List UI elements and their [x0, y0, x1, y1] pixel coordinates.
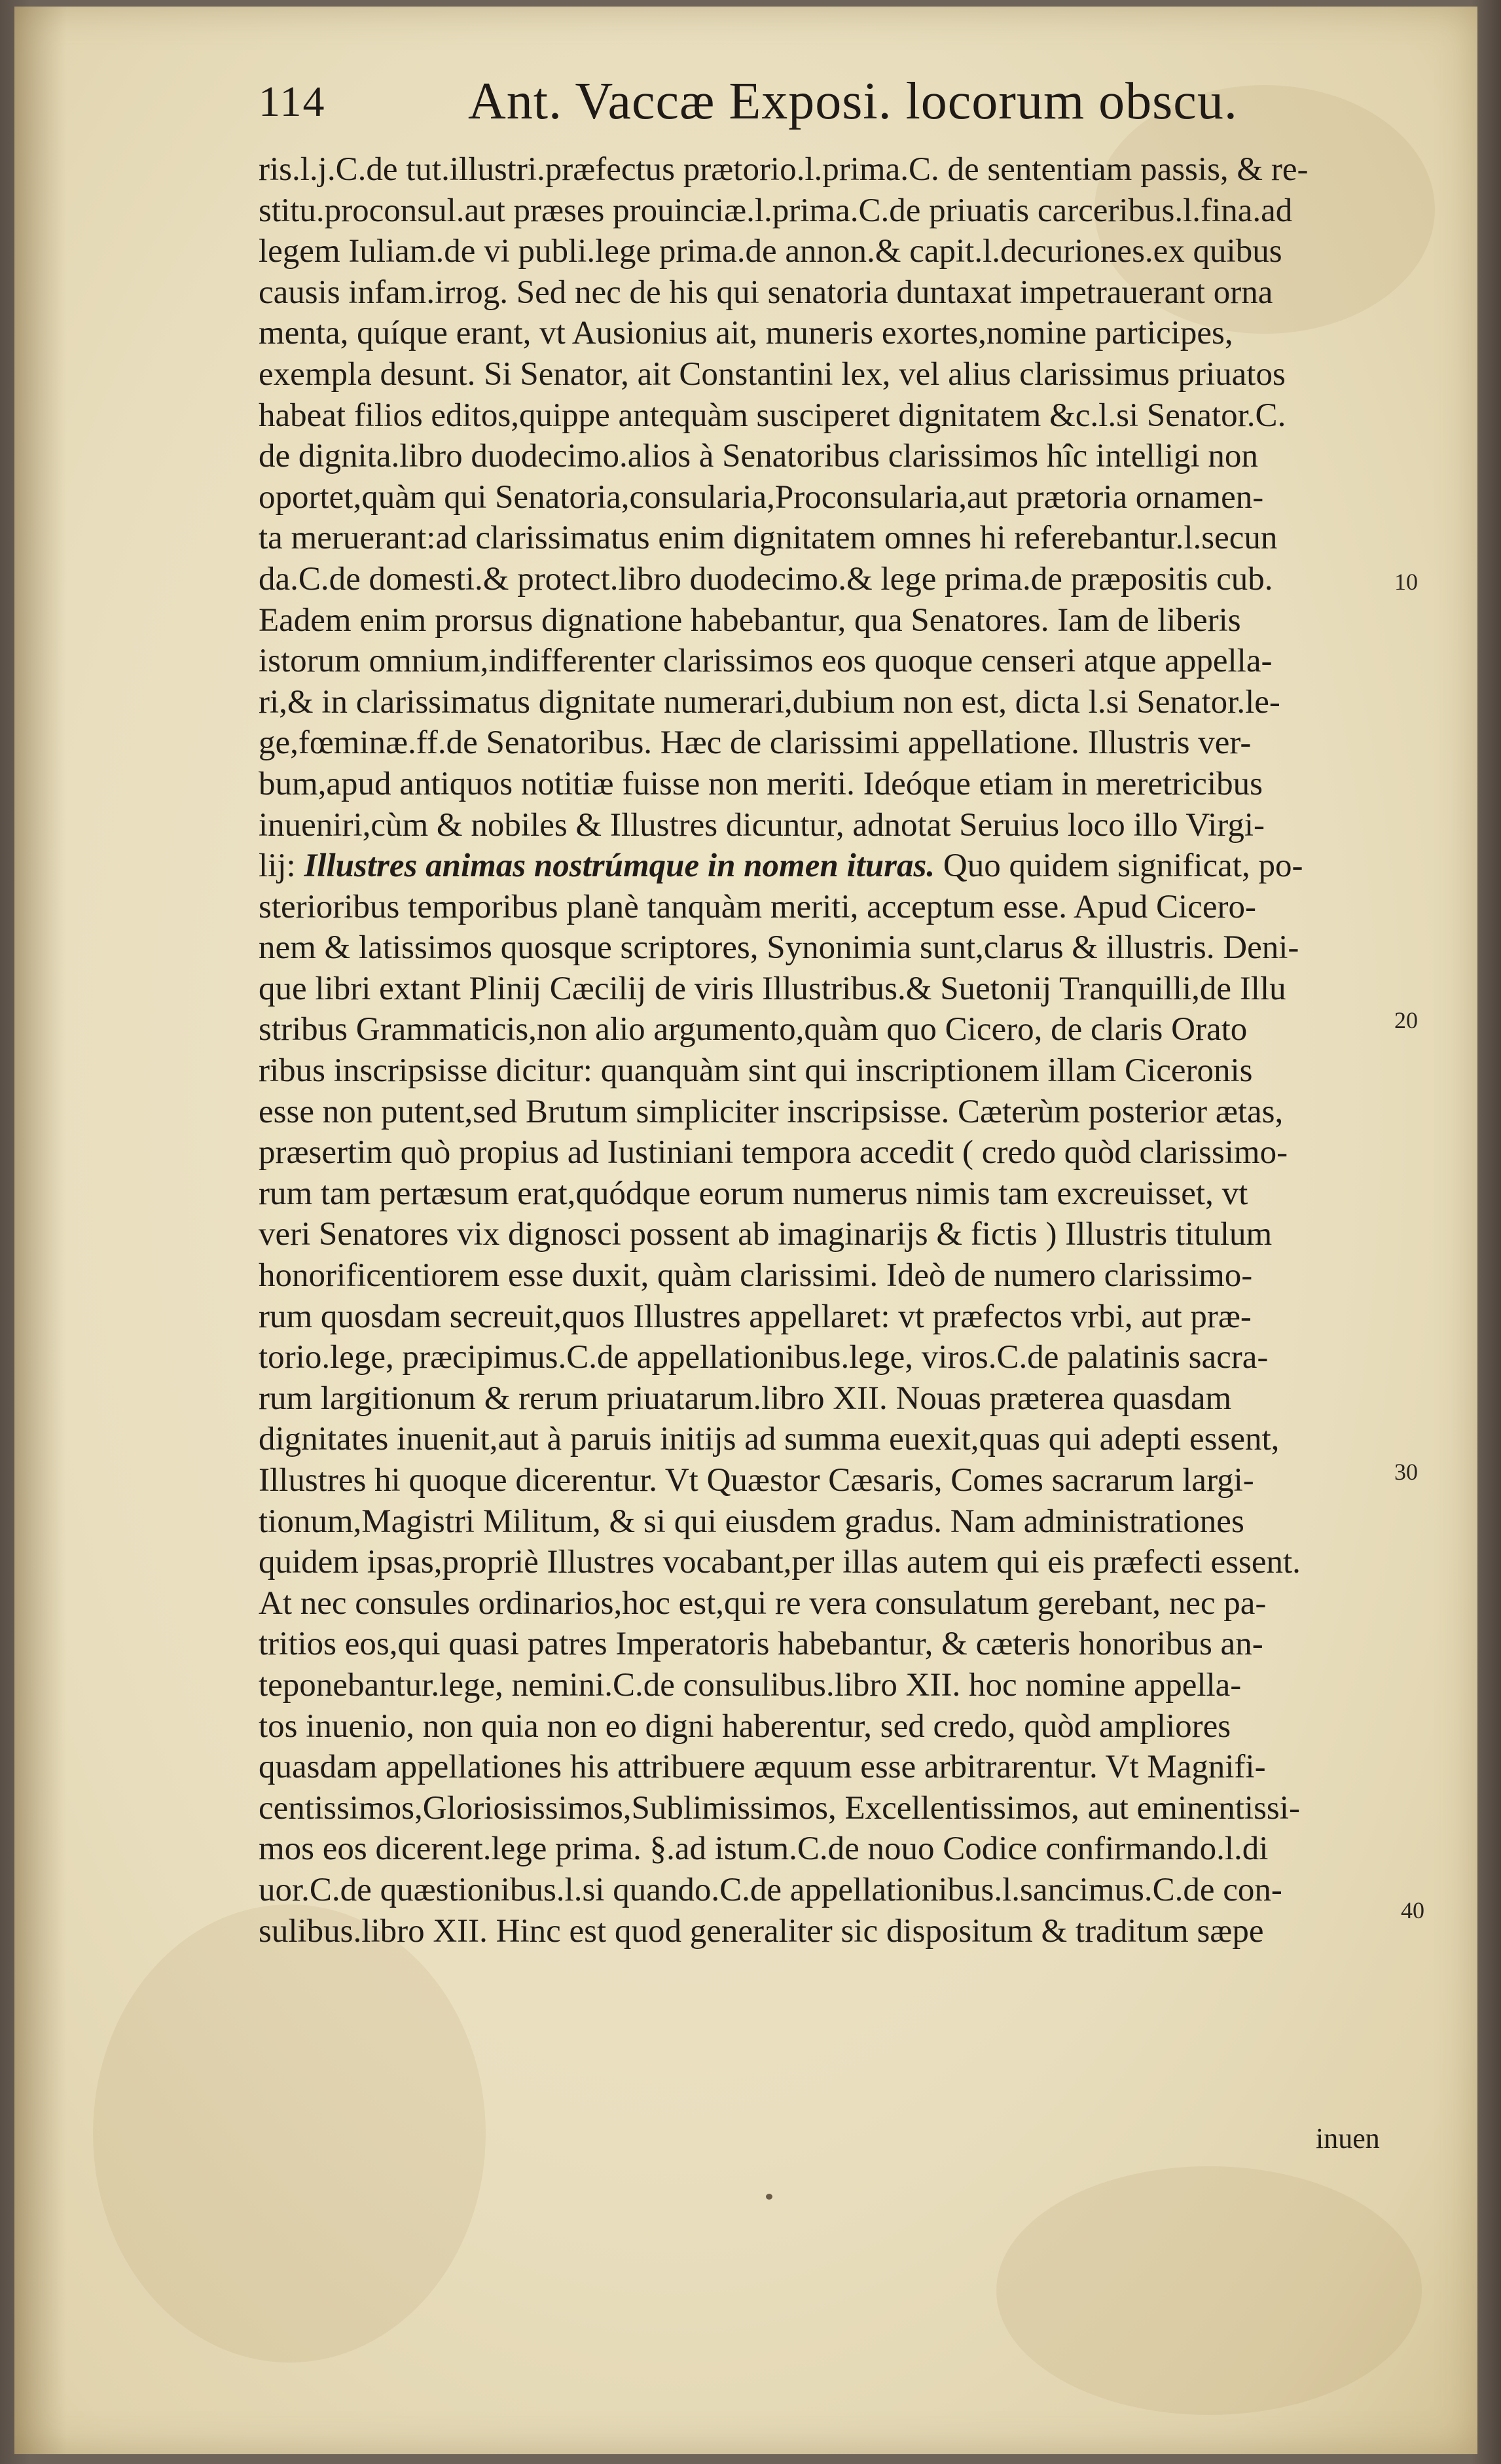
text-line: nem & latissimos quosque scriptores, Synonimia sunt,clarus & illustris. Deni-	[259, 929, 1299, 967]
text-line: veri Senatores vix dignosci possent ab imaginarijs & fictis ) Illustris titulum	[259, 1216, 1273, 1253]
text-line: sulibus.libro XII. Hinc est quod generaliter sic dispositum & traditum sæpe	[259, 1912, 1264, 1950]
line-text: Quo quidem significat, po-	[935, 848, 1303, 885]
text-line: que libri extant Plinij Cæcilij de viris Illustribus.& Suetonij Tranquilli,de Illu	[259, 970, 1286, 1007]
text-line: ta meruerant:ad clarissimatus enim dignitatem omnes hi referebantur.l.secun	[259, 520, 1278, 557]
text-line: At nec consules ordinarios,hoc est,qui re vera consulatum gerebant, nec pa-	[259, 1584, 1267, 1622]
margin-line-number-20: 20	[1394, 1007, 1418, 1033]
text-line: torio.lege, præcipimus.C.de appellationibus.lege, viros.C.de palatinis sacra-	[259, 1339, 1269, 1376]
margin-line-number-30: 30	[1394, 1459, 1418, 1485]
text-line: ris.l.j.C.de tut.illustri.præfectus prætorio.l.prima.C. de sententiam passis, & re-	[259, 151, 1309, 188]
text-line: mos eos dicerent.lege prima. §.ad istum.C.de nouo Codice confirmando.l.di	[259, 1830, 1269, 1868]
virgil-quotation: Illustres animas nostrúmque in nomen ituras.	[304, 848, 935, 885]
text-line: exempla desunt. Si Senator, ait Constantini lex, vel alius clarissimus priuatos	[259, 355, 1286, 393]
text-line: Illustres hi quoque dicerentur. Vt Quæstor Cæsaris, Comes sacrarum largi-	[259, 1462, 1254, 1499]
text-line: teponebantur.lege, nemini.C.de consulibus.libro XII. hoc nomine appella-	[259, 1666, 1242, 1704]
text-line: oportet,quàm qui Senatoria,consularia,Proconsularia,aut prætoria ornamen-	[259, 478, 1264, 516]
margin-line-number-40: 40	[1401, 1897, 1424, 1923]
paper-stain	[93, 1904, 486, 2363]
text-line: uor.C.de quæstionibus.l.si quando.C.de appellationibus.l.sancimus.C.de con-	[259, 1871, 1282, 1908]
text-line: legem Iuliam.de vi publi.lege prima.de annon.& capit.l.decuriones.ex quibus	[259, 233, 1282, 270]
text-line: stribus Grammaticis,non alio argumento,quàm quo Cicero, de claris Orato	[259, 1011, 1248, 1048]
line-text: lij:	[259, 848, 296, 885]
text-line: ge,fœminæ.ff.de Senatoribus. Hæc de clarissimi appellatione. Illustris ver-	[259, 724, 1252, 762]
text-line: menta, quíque erant, vt Ausionius ait, muneris exortes,nomine participes,	[259, 315, 1233, 352]
text-line: stitu.proconsul.aut præses prouinciæ.l.prima.C.de priuatis carceribus.l.fina.ad	[259, 192, 1293, 229]
text-line: causis infam.irrog. Sed nec de his qui senatoria duntaxat impetrauerant orna	[259, 274, 1273, 311]
text-line: tos inuenio, non quia non eo digni haberentur, sed credo, quòd ampliores	[259, 1707, 1231, 1745]
text-line: honorificentiorem esse duxit, quàm clarissimi. Ideò de numero clarissimo-	[259, 1257, 1253, 1294]
text-line: centissimos,Gloriosissimos,Sublimissimos, Excellentissimos, aut eminentissi-	[259, 1789, 1300, 1827]
text-line: inueniri,cùm & nobiles & Illustres dicuntur, adnotat Seruius loco illo Virgi-	[259, 806, 1265, 844]
text-line: rum quosdam secreuit,quos Illustres appellaret: vt præfectos vrbi, aut præ-	[259, 1298, 1252, 1335]
paper-stain	[996, 2166, 1422, 2415]
text-line: quasdam appellationes his attribuere æquum esse arbitrarentur. Vt Magnifi-	[259, 1749, 1266, 1786]
text-line: sterioribus temporibus planè tanquàm meriti, acceptum esse. Apud Cicero-	[259, 888, 1256, 925]
page-number: 114	[259, 78, 326, 126]
text-line	[259, 846, 1424, 887]
text-line: præsertim quò propius ad Iustiniani tempora accedit ( credo quòd clarissimo-	[259, 1134, 1288, 1171]
text-line: rum tam pertæsum erat,quódque eorum numerus nimis tam excreuisset, vt	[259, 1175, 1248, 1212]
text-line: Eadem enim prorsus dignatione habebantur, qua Senatores. Iam de liberis	[259, 601, 1241, 639]
text-line: da.C.de domesti.& protect.libro duodecimo.& lege prima.de præpositis cub.	[259, 560, 1273, 598]
main-text-block	[259, 149, 1424, 1952]
text-line: bum,apud antiquos notitiæ fuisse non meriti. Ideóque etiam in meretricibus	[259, 765, 1263, 802]
text-line: quidem ipsas,propriè Illustres vocabant,per illas autem qui eis præfecti essent.	[259, 1544, 1301, 1581]
catchword: inuen	[1316, 2122, 1380, 2154]
text-line: de dignita.libro duodecimo.alios à Senatoribus clarissimos hîc intelligi non	[259, 438, 1258, 475]
running-title: Ant. Vaccæ Exposi. locorum obscu.	[468, 73, 1238, 130]
text-line: habeat filios editos,quippe antequàm susciperet dignitatem &c.l.si Senator.C.	[259, 397, 1286, 434]
text-line: rum largitionum & rerum priuatarum.libro XII. Nouas præterea quasdam	[259, 1380, 1232, 1417]
text-line: istorum omnium,indifferenter clarissimos eos quoque censeri atque appella-	[259, 643, 1273, 680]
text-line: ri,& in clarissimatus dignitate numerari,dubium non est, dicta l.si Senator.le-	[259, 683, 1280, 721]
margin-line-number-10: 10	[1394, 569, 1418, 595]
text-line: ribus inscripsisse dicitur: quanquàm sint qui inscriptionem illam Ciceronis	[259, 1052, 1253, 1090]
text-line: dignitates inuenit,aut à paruis initijs ad summa euexit,quas qui adepti essent,	[259, 1421, 1280, 1458]
page-header	[259, 73, 1371, 143]
text-line: tionum,Magistri Militum, & si qui eiusdem gradus. Nam administrationes	[259, 1503, 1244, 1540]
text-line: tritios eos,qui quasi patres Imperatoris habebantur, & cæteris honoribus an-	[259, 1626, 1263, 1663]
ink-spot	[766, 2194, 772, 2200]
text-line: esse non putent,sed Brutum simpliciter inscripsisse. Cæterùm posterior ætas,	[259, 1093, 1284, 1130]
